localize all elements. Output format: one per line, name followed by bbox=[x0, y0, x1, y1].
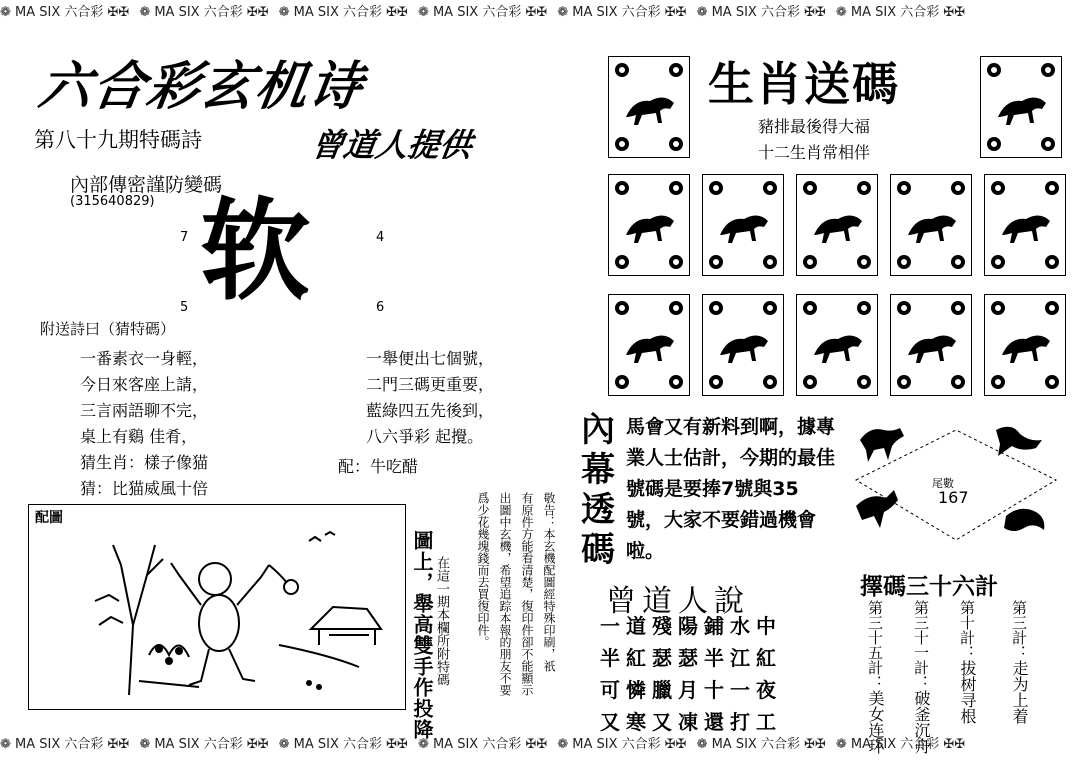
rooster-icon bbox=[808, 321, 868, 371]
corner-number-bottom-left: 5 bbox=[180, 300, 189, 315]
card-pip bbox=[857, 255, 871, 269]
top-banner bbox=[0, 0, 1080, 26]
banner-segment: ❁ MA SIX 六合彩 ✠✠ bbox=[278, 737, 408, 752]
card-pip bbox=[857, 375, 871, 389]
provider-title: 曾道人提供 bbox=[309, 126, 475, 164]
card-pip bbox=[857, 181, 871, 195]
tiger-icon bbox=[620, 201, 680, 251]
poem-left bbox=[80, 346, 208, 502]
issue-title: 第八十九期特碼詩 bbox=[34, 128, 202, 152]
strategy-item: 第三計：走为上着 bbox=[1010, 600, 1029, 724]
card-pip bbox=[763, 375, 777, 389]
poem-line: 猜：比猫威風十倍 bbox=[80, 479, 209, 498]
banner-segment: ❁ MA SIX 六合彩 ✠✠ bbox=[417, 5, 548, 20]
card-pip bbox=[669, 301, 683, 315]
ox-icon bbox=[992, 83, 1052, 133]
card-pip bbox=[803, 255, 817, 269]
card-pip bbox=[1045, 255, 1059, 269]
card-pip bbox=[897, 181, 911, 195]
monkey-illustration bbox=[29, 505, 405, 709]
vertical-note-large: 圖上，舉高雙手作投降 bbox=[410, 530, 434, 740]
card-pip bbox=[615, 137, 629, 151]
tail-value: 167 bbox=[938, 488, 969, 507]
card-pip bbox=[991, 375, 1005, 389]
poem-intro: 附送詩曰（猜特碼） bbox=[40, 320, 176, 338]
card-pip bbox=[1041, 137, 1055, 151]
banner-segment: ❁ MA SIX 六合彩 ✠✠ bbox=[557, 737, 687, 752]
zodiac-card-horse bbox=[984, 174, 1066, 276]
corner-number-top-left: 7 bbox=[180, 230, 189, 245]
rabbit-icon bbox=[714, 201, 774, 251]
secret-number: (315640829) bbox=[70, 194, 155, 209]
card-pip bbox=[951, 181, 965, 195]
banner-segment: ❁ MA SIX 六合彩 ✠✠ bbox=[835, 737, 966, 752]
poem-line: 一道殘陽鋪水中 bbox=[600, 614, 782, 638]
zodiac-card-tiger bbox=[608, 174, 690, 276]
card-pip bbox=[991, 181, 1005, 195]
zodiac-card-rat bbox=[608, 56, 690, 158]
strategy-item: 第三十一計：破釜沉舟 bbox=[912, 600, 931, 754]
poem-line: 可憐臘月十一夜 bbox=[600, 678, 782, 702]
riddle-character: 软 bbox=[200, 187, 310, 315]
strategy-title: 擇碼三十六計 bbox=[860, 574, 998, 600]
card-pip bbox=[987, 63, 1001, 77]
card-pip bbox=[991, 255, 1005, 269]
zodiac-card-snake bbox=[890, 174, 972, 276]
card-pip bbox=[615, 63, 629, 77]
poem-line: 藍綠四五先後到， bbox=[366, 401, 495, 420]
zodiac-card-monkey bbox=[702, 294, 784, 396]
animals-artwork bbox=[846, 410, 1066, 560]
monkey-icon bbox=[714, 321, 774, 371]
card-pip bbox=[803, 181, 817, 195]
card-pip bbox=[897, 255, 911, 269]
pig-icon bbox=[996, 321, 1056, 371]
card-pip bbox=[803, 301, 817, 315]
inside-tips-title: 內幕透碼 bbox=[581, 410, 615, 570]
banner-segment: ❁ MA SIX 六合彩 ✠✠ bbox=[0, 5, 130, 20]
card-pip bbox=[857, 301, 871, 315]
zodiac-subtitle-2: 十二生肖常相伴 bbox=[758, 143, 871, 162]
poem-line: 八六爭彩 起攪。 bbox=[366, 427, 484, 446]
corner-number-bottom-right: 6 bbox=[376, 300, 385, 315]
zodiac-subtitle-1: 豬排最後得大福 bbox=[758, 117, 871, 136]
vertical-note-small: 在這一期本欄所附特碼 bbox=[434, 556, 449, 686]
card-pip bbox=[897, 301, 911, 315]
banner-segment: ❁ MA SIX 六合彩 ✠✠ bbox=[696, 5, 826, 20]
notice-box bbox=[460, 492, 556, 706]
card-pip bbox=[709, 181, 723, 195]
poem-line: 二門三碼更重要， bbox=[366, 375, 495, 394]
main-title: 六合彩玄机诗 bbox=[35, 57, 368, 117]
card-pip bbox=[669, 181, 683, 195]
card-pip bbox=[803, 375, 817, 389]
notice-column: 爲少花幾塊錢而去買復印件。 bbox=[476, 492, 490, 648]
corner-number-top-right: 4 bbox=[376, 230, 385, 245]
card-pip bbox=[951, 301, 965, 315]
card-pip bbox=[1041, 63, 1055, 77]
card-pip bbox=[1045, 375, 1059, 389]
card-pip bbox=[669, 137, 683, 151]
banner-segment: ❁ MA SIX 六合彩 ✠✠ bbox=[696, 737, 826, 752]
banner-segment: ❁ MA SIX 六合彩 ✠✠ bbox=[417, 737, 548, 752]
poem-line: 三言兩語聊不完， bbox=[80, 401, 209, 420]
card-pip bbox=[669, 375, 683, 389]
card-pip bbox=[951, 375, 965, 389]
daoren-title: 曾道人說 bbox=[606, 584, 750, 619]
zodiac-card-dragon bbox=[796, 174, 878, 276]
zodiac-card-rooster bbox=[796, 294, 878, 396]
notice-column: 出圖中玄機，希望追踪本報的朋友不要 bbox=[498, 492, 512, 696]
card-pip bbox=[615, 375, 629, 389]
notice-column: 有原件方能看清楚，復印件卻不能顯示 bbox=[520, 492, 534, 696]
card-pip bbox=[615, 255, 629, 269]
banner-segment: ❁ MA SIX 六合彩 ✠✠ bbox=[139, 737, 269, 752]
strategy-item: 第十計：拔树寻根 bbox=[958, 600, 977, 724]
zodiac-card-pig bbox=[984, 294, 1066, 396]
illustration-label: 配圖 bbox=[35, 510, 63, 526]
zodiac-card-dog bbox=[890, 294, 972, 396]
banner-segment: ❁ MA SIX 六合彩 ✠✠ bbox=[0, 737, 130, 752]
card-pip bbox=[615, 301, 629, 315]
card-pip bbox=[1045, 181, 1059, 195]
poem-line: 又寒又凍還打工 bbox=[600, 710, 782, 734]
card-pip bbox=[709, 375, 723, 389]
poem-line: 一番素衣一身輕， bbox=[80, 349, 209, 368]
card-pip bbox=[669, 255, 683, 269]
zodiac-card-ox bbox=[980, 56, 1062, 158]
daoren-poem bbox=[600, 610, 782, 738]
card-pip bbox=[991, 301, 1005, 315]
poem-line: 桌上有鷄 佳肴， bbox=[80, 427, 198, 446]
card-pip bbox=[897, 375, 911, 389]
tail-label: 尾數 bbox=[932, 477, 954, 490]
card-pip bbox=[709, 301, 723, 315]
poem-right bbox=[366, 346, 494, 450]
zodiac-card-rabbit bbox=[702, 174, 784, 276]
zodiac-title: 生肖送碼 bbox=[708, 57, 900, 111]
card-pip bbox=[669, 63, 683, 77]
inside-tips-text: 馬會又有新料到啊，據專業人士估計，今期的最佳號碼是要捧7號與35號，大家不要錯過機會啦。 bbox=[626, 416, 836, 562]
dog-icon bbox=[902, 321, 962, 371]
card-pip bbox=[1045, 301, 1059, 315]
card-pip bbox=[615, 181, 629, 195]
card-pip bbox=[951, 255, 965, 269]
strategy-item: 第三十五計：美女连环 bbox=[866, 600, 885, 754]
banner-segment: ❁ MA SIX 六合彩 ✠✠ bbox=[557, 5, 687, 20]
card-pip bbox=[987, 137, 1001, 151]
poem-line: 今日來客座上請， bbox=[80, 375, 209, 394]
poem-answer: 配：牛吃醋 bbox=[338, 457, 419, 476]
horse-icon bbox=[996, 201, 1056, 251]
goat-icon bbox=[620, 321, 680, 371]
card-pip bbox=[763, 181, 777, 195]
rat-icon bbox=[620, 83, 680, 133]
card-pip bbox=[763, 301, 777, 315]
zodiac-card-goat bbox=[608, 294, 690, 396]
banner-segment: ❁ MA SIX 六合彩 ✠✠ bbox=[835, 5, 966, 20]
banner-segment: ❁ MA SIX 六合彩 ✠✠ bbox=[139, 5, 269, 20]
secret-line: 內部傳密謹防變碼 bbox=[70, 174, 223, 196]
banner-segment: ❁ MA SIX 六合彩 ✠✠ bbox=[278, 5, 408, 20]
snake-icon bbox=[902, 201, 962, 251]
dragon-icon bbox=[808, 201, 868, 251]
notice-column: 敬告：本玄機配圖經特殊印刷，祇 bbox=[542, 492, 556, 672]
poem-line: 半紅瑟瑟半江紅 bbox=[600, 646, 782, 670]
card-pip bbox=[763, 255, 777, 269]
card-pip bbox=[709, 255, 723, 269]
poem-line: 猜生肖：樣子像猫 bbox=[80, 453, 209, 472]
illustration-box bbox=[28, 504, 406, 710]
poem-line: 一舉便出七個號， bbox=[366, 349, 495, 368]
